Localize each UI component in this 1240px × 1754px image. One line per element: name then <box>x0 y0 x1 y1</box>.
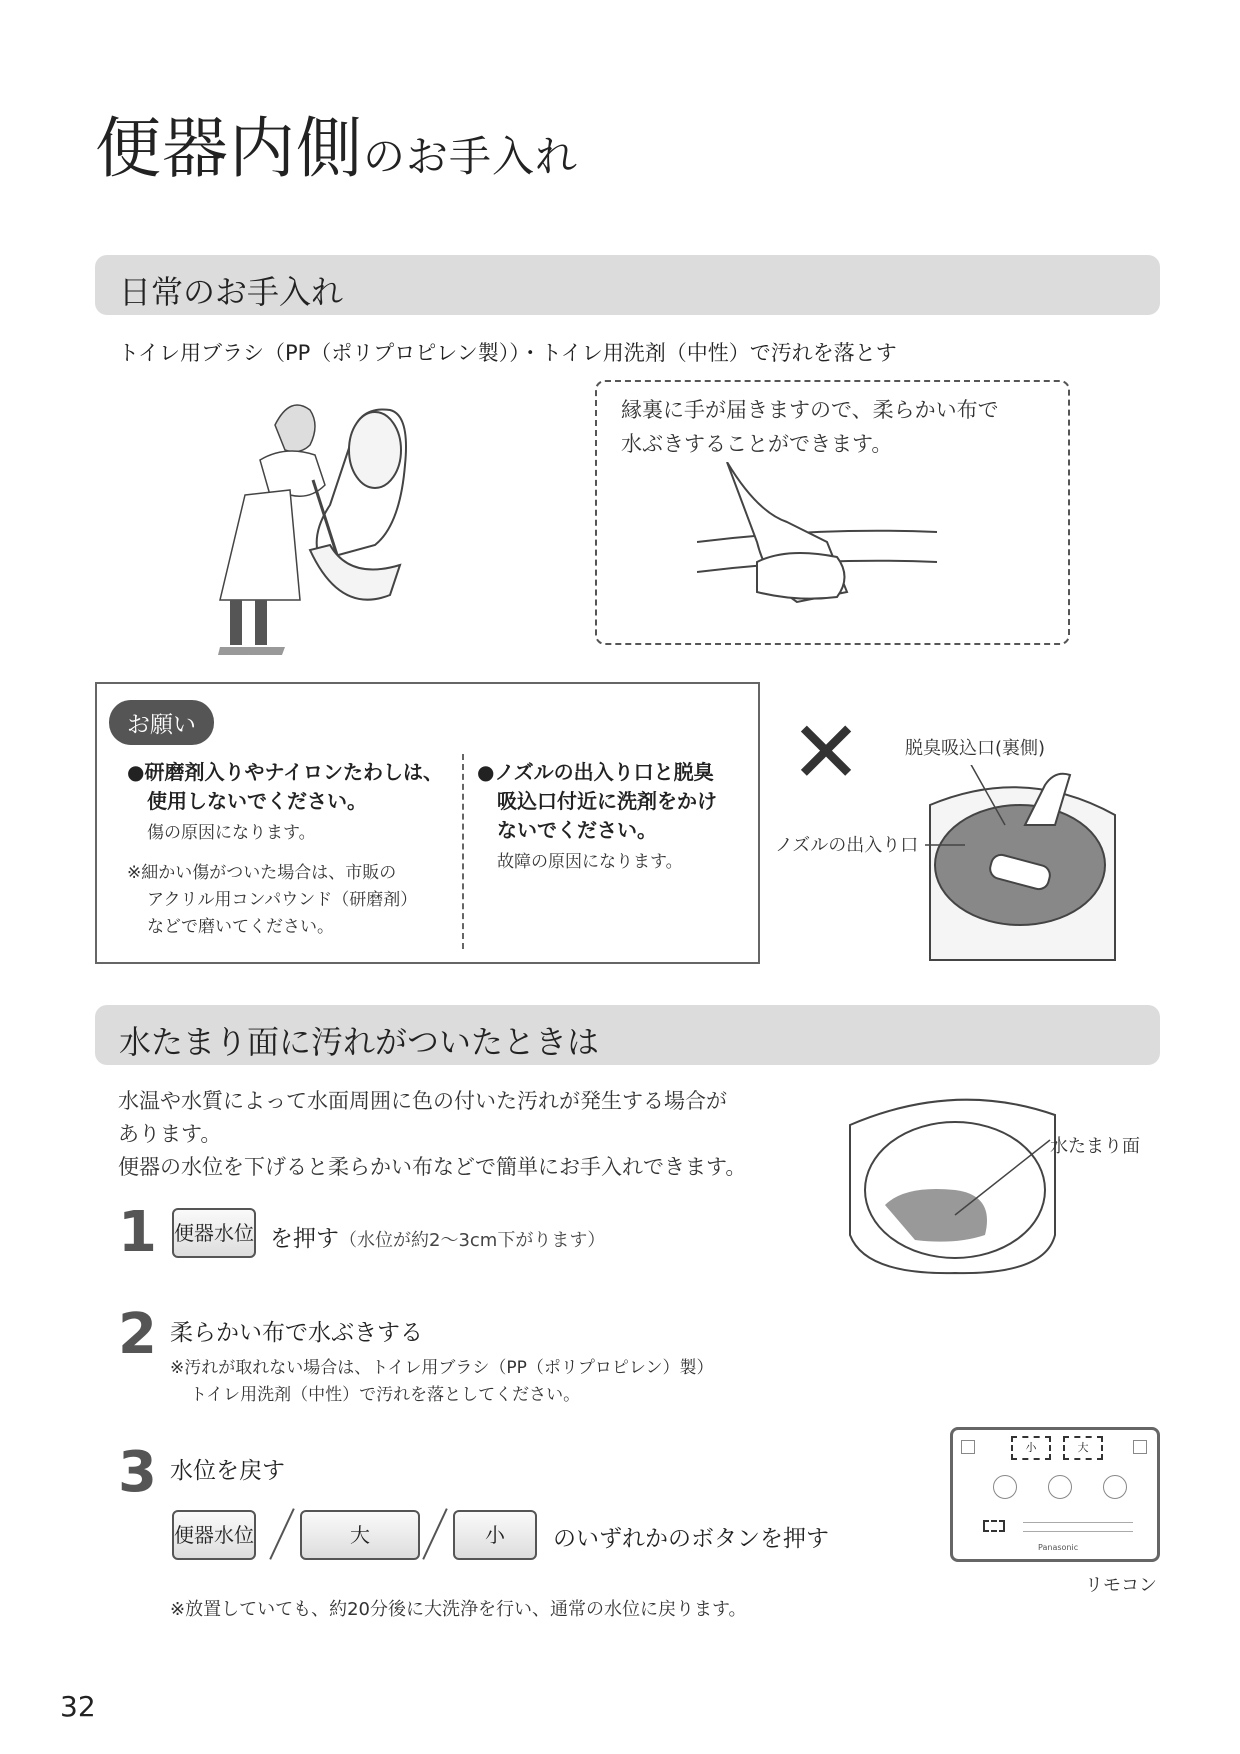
toilet-bowl-waterline-illustration <box>845 1085 1060 1275</box>
section-heading-text: 水たまり面に汚れがついたときは <box>119 1023 600 1061</box>
hand-wiping-rim-illustration <box>697 462 937 622</box>
remote-large-flush-button: 大 <box>1063 1436 1103 1460</box>
remote-button-row <box>1023 1522 1133 1532</box>
request-badge: お願い <box>109 700 214 745</box>
prohibited-x-icon: ✕ <box>790 703 863 803</box>
step-1-text <box>270 1220 605 1253</box>
title-sub: のお手入れ <box>363 132 579 181</box>
tip-box <box>595 380 1070 645</box>
section-heading-daily <box>95 255 1160 315</box>
remote-icon <box>961 1440 975 1454</box>
step-2-note-1: ※汚れが取れない場合は、トイレ用ブラシ（PP（ポリプロピレン）製） <box>170 1358 714 1378</box>
request-divider <box>462 754 464 949</box>
remote-brand: Panasonic <box>1038 1543 1079 1552</box>
request-left-bold-2: 使用しないでください。 <box>147 789 367 813</box>
large-flush-button[interactable]: 大 <box>300 1510 420 1560</box>
step-3-tail-text: のいずれかのボタンを押す <box>553 1526 829 1552</box>
step-2-text: 柔らかい布で水ぶきする <box>170 1320 423 1346</box>
request-right-bold-1: ●ノズルの出入り口と脱臭 <box>477 760 714 784</box>
request-left-note-3: などで磨いてください。 <box>147 917 334 937</box>
tip-text-line2: 水ぶきすることができます。 <box>621 432 893 456</box>
tip-text-line1: 縁裏に手が届きますので、柔らかい布で <box>621 398 999 422</box>
page-number: 32 <box>60 1690 96 1723</box>
waterline-body-3: 便器の水位を下げると柔らかい布などで簡単にお手入れできます。 <box>118 1155 747 1179</box>
waterline-body-2: あります。 <box>118 1122 222 1146</box>
request-left-reason: 傷の原因になります。 <box>147 823 316 843</box>
remote-caption: リモコン <box>1085 1575 1157 1596</box>
remote-small-flush-button: 小 <box>1011 1436 1051 1460</box>
remote-water-level-button <box>983 1520 1005 1532</box>
toilet-water-level-button[interactable]: 便器水位 <box>172 1510 256 1560</box>
toilet-water-level-button[interactable]: 便器水位 <box>172 1208 256 1258</box>
page-title <box>95 95 578 190</box>
woman-brushing-illustration <box>200 385 420 675</box>
small-flush-button[interactable]: 小 <box>453 1510 537 1560</box>
step-1-action: を押す <box>270 1226 339 1252</box>
request-right-bold-2: 吸込口付近に洗剤をかけ <box>497 789 717 813</box>
daily-lead: トイレ用ブラシ（PP（ポリプロピレン製））・トイレ用洗剤（中性）で汚れを落とす <box>118 341 897 365</box>
title-main: 便器内側 <box>95 110 363 187</box>
request-left-note-2: アクリル用コンパウンド（研磨剤） <box>147 890 418 910</box>
remote-icon <box>1133 1440 1147 1454</box>
separator-slash <box>422 1508 447 1560</box>
callout-nozzle-opening: ノズルの出入り口 <box>775 835 919 856</box>
footnote: ※放置していても、約20分後に大洗浄を行い、通常の水位に戻ります。 <box>170 1599 747 1620</box>
request-right-bold-3: ないでください。 <box>497 818 657 842</box>
step-3-number: 3 <box>118 1440 157 1505</box>
step-3-text: 水位を戻す <box>170 1458 285 1484</box>
step-2-number: 2 <box>118 1302 157 1367</box>
separator-slash <box>269 1508 294 1560</box>
remote-round-button <box>1048 1475 1072 1499</box>
section-heading-text: 日常のお手入れ <box>119 273 344 311</box>
toilet-nozzle-warning-illustration <box>925 765 1125 965</box>
step-1-note: （水位が約2〜3cm下がります） <box>339 1230 606 1251</box>
section-heading-waterline <box>95 1005 1160 1065</box>
request-right-reason: 故障の原因になります。 <box>497 852 683 872</box>
request-box <box>95 682 760 964</box>
step-2-note-2: トイレ用洗剤（中性）で汚れを落としてください。 <box>190 1385 581 1405</box>
request-left-bold-1: ●研磨剤入りやナイロンたわしは、 <box>127 760 444 784</box>
request-left-note-1: ※細かい傷がついた場合は、市販の <box>127 863 397 883</box>
remote-round-button <box>1103 1475 1127 1499</box>
waterline-body-1: 水温や水質によって水面周囲に色の付いた汚れが発生する場合が <box>118 1089 727 1113</box>
step-1-number: 1 <box>118 1200 157 1265</box>
remote-control-illustration <box>950 1427 1160 1562</box>
callout-deodorizer-intake: 脱臭吸込口(裏側) <box>905 738 1046 759</box>
remote-round-button <box>993 1475 1017 1499</box>
callout-water-surface: 水たまり面 <box>1050 1136 1140 1157</box>
